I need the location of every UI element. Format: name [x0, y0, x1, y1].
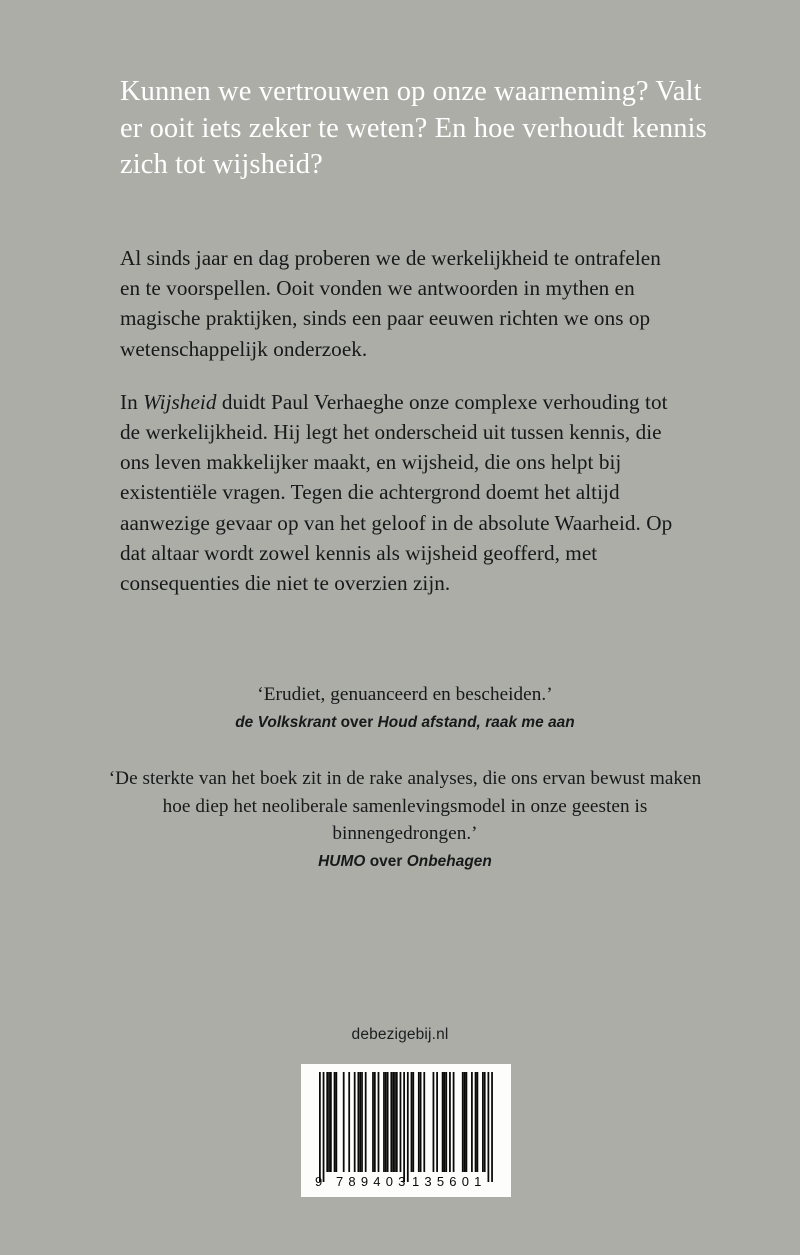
- book-title-italic: Wijsheid: [143, 389, 217, 414]
- page-title: Kunnen we vertrouwen op onze waarneming? Valt er ooit iets zeker te weten? En hoe verhoudt kennis zich tot wijsheid?: [120, 76, 707, 180]
- svg-text:789403: 789403: [336, 1174, 411, 1189]
- paragraph-2-rest: duidt Paul Verhaeghe onze complexe verhouding tot de werkelijkheid. Hij legt het onderscheid uit tussen kennis, die ons leven makkelijker maakt, en wijsheid, die ons helpt bij existentiële vragen. Tegen die achtergrond doemt het altijd aanwezige gevaar op van het geloof in de absolute Waarheid. Op dat altaar wordt zowel kennis als wijsheid geofferd, met consequenties die niet te overzien zijn.: [120, 389, 673, 596]
- review-quote-source: [100, 851, 710, 872]
- description-paragraph-2: [120, 387, 686, 598]
- isbn-barcode: [301, 1064, 511, 1197]
- review-source-publication: de Volkskrant: [235, 713, 337, 731]
- paragraph-2-lead: In: [120, 389, 144, 414]
- review-quote-text: ‘De sterkte van het boek zit in de rake analyses, die ons ervan bewust maken hoe diep het neoliberale samenlevingsmodel in onze geesten is binnengedrongen.’: [108, 767, 702, 845]
- review-quote: [100, 681, 710, 733]
- review-quotes: [100, 681, 710, 872]
- description-paragraph-1: Al sinds jaar en dag proberen we de werkelijkheid te ontrafelen en te voorspellen. Ooit vonden we antwoorden in mythen en magische praktijken, sinds een paar eeuwen richten we ons op wetenschappelijk onderzoek.: [120, 246, 661, 361]
- barcode-graphic: [301, 1064, 511, 1197]
- review-source-connector: over: [336, 713, 378, 731]
- review-source-connector: over: [365, 853, 407, 871]
- publisher-url: debezigebij.nl: [351, 1026, 449, 1043]
- svg-text:9: 9: [315, 1174, 323, 1189]
- review-source-work: Houd afstand, raak me aan: [377, 713, 575, 731]
- review-quote-source: [100, 712, 710, 733]
- svg-text:135601: 135601: [412, 1174, 487, 1189]
- barcode-svg: [301, 1064, 511, 1197]
- review-source-work: Onbehagen: [406, 853, 492, 871]
- review-quote-text: ‘Erudiet, genuanceerd en bescheiden.’: [257, 684, 553, 705]
- review-quote: [100, 765, 710, 872]
- description-text: [120, 243, 686, 598]
- review-source-publication: HUMO: [318, 853, 366, 871]
